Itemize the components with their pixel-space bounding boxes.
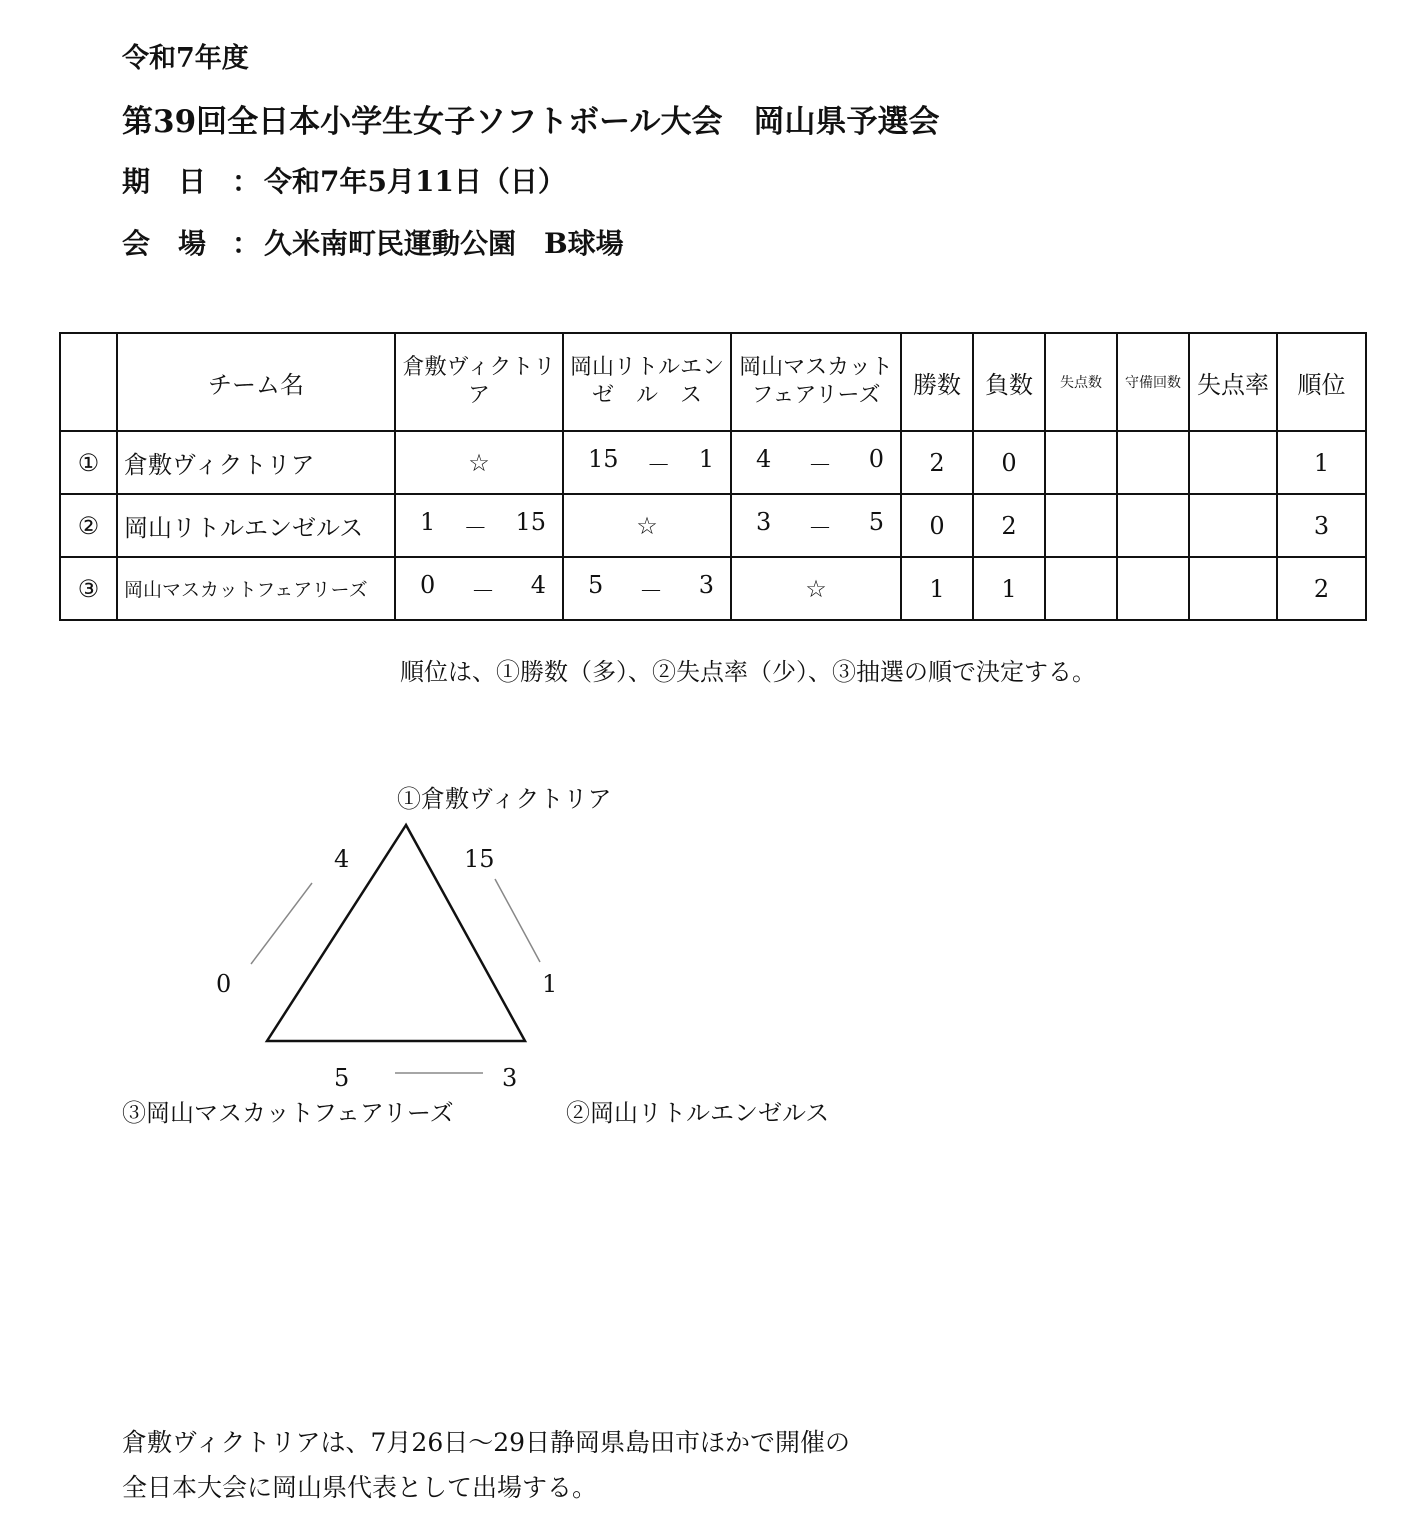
diagram-score-right: 1	[542, 970, 558, 998]
score-cell	[563, 557, 731, 620]
tournament-title: 第39回全日本小学生女子ソフトボール大会 岡山県予選会	[122, 104, 940, 140]
score-dash: －	[808, 514, 832, 542]
date-colon: ：	[232, 165, 261, 198]
team-name: 岡山リトルエンゼルス	[117, 494, 395, 557]
date-line	[122, 160, 566, 200]
header-team: チーム名	[117, 333, 395, 431]
diagram-score-bottom-left: 5	[334, 1064, 350, 1092]
score-against: 3	[698, 571, 714, 599]
runs-allowed-cell	[1045, 431, 1117, 494]
score-link-left	[251, 883, 312, 964]
venue-colon: ：	[232, 227, 261, 260]
run-rate-cell	[1189, 494, 1277, 557]
header-defensive-innings: 守備回数	[1117, 333, 1189, 431]
header-vs-little-angels: 岡山リトルエンゼ ル ス	[563, 333, 731, 431]
score-against: 0	[868, 445, 884, 473]
row-number: ②	[60, 494, 117, 557]
losses-cell: 1	[973, 557, 1045, 620]
defensive-innings-cell	[1117, 494, 1189, 557]
venue-label: 会 場	[122, 227, 207, 260]
diagram-score-left: 0	[216, 970, 232, 998]
score-cell	[731, 431, 901, 494]
header-no	[60, 333, 117, 431]
score-dash: －	[639, 577, 663, 605]
date-label: 期 日	[122, 165, 207, 198]
diagram-score-top-right: 15	[464, 845, 495, 873]
score-cell	[395, 557, 563, 620]
self-match-star: ☆	[563, 494, 731, 557]
table-row	[60, 557, 1366, 620]
header-rank: 順位	[1277, 333, 1366, 431]
score-cell	[395, 494, 563, 557]
score-for: 3	[756, 508, 772, 536]
score-link-right	[495, 879, 540, 962]
row-number: ①	[60, 431, 117, 494]
rank-cell: 1	[1277, 431, 1366, 494]
row-number: ③	[60, 557, 117, 620]
wins-cell: 1	[901, 557, 973, 620]
score-for: 4	[756, 445, 772, 473]
runs-allowed-cell	[1045, 557, 1117, 620]
venue-value: 久米南町民運動公園 B球場	[264, 227, 624, 260]
score-dash: －	[463, 514, 488, 542]
score-against: 1	[698, 445, 714, 473]
run-rate-cell	[1189, 557, 1277, 620]
score-for: 0	[420, 571, 436, 599]
header-wins: 勝数	[901, 333, 973, 431]
footer-line-1: 倉敷ヴィクトリアは、7月26日～29日静岡県島田市ほかで開催の	[122, 1428, 851, 1457]
results-table	[59, 332, 1367, 621]
diagram-score-bottom-right: 3	[502, 1064, 518, 1092]
ranking-rule-note: 順位は、①勝数（多）、②失点率（少）、③抽選の順で決定する。	[400, 658, 1096, 686]
header-runs-allowed: 失点数	[1045, 333, 1117, 431]
score-dash: －	[808, 451, 832, 479]
score-cell	[731, 494, 901, 557]
run-rate-cell	[1189, 431, 1277, 494]
header-losses: 負数	[973, 333, 1045, 431]
runs-allowed-cell	[1045, 494, 1117, 557]
diagram-team-bottom-left: ③岡山マスカットフェアリーズ	[122, 1099, 454, 1127]
team-name: 倉敷ヴィクトリア	[117, 431, 395, 494]
score-for: 1	[420, 508, 436, 536]
date-value: 令和7年5月11日（日）	[264, 165, 566, 198]
header-vs-muscat-fairies: 岡山マスカットフェアリーズ	[731, 333, 901, 431]
self-match-star: ☆	[731, 557, 901, 620]
wins-cell: 0	[901, 494, 973, 557]
header-run-rate: 失点率	[1189, 333, 1277, 431]
diagram-team-bottom-right: ②岡山リトルエンゼルス	[566, 1099, 830, 1127]
score-against: 15	[515, 508, 546, 536]
losses-cell: 0	[973, 431, 1045, 494]
diagram-score-top-left: 4	[334, 845, 350, 873]
rank-cell: 3	[1277, 494, 1366, 557]
table-row	[60, 494, 1366, 557]
score-against: 4	[530, 571, 546, 599]
header-vs-kurashiki: 倉敷ヴィクトリア	[395, 333, 563, 431]
score-dash: －	[646, 451, 671, 479]
losses-cell: 2	[973, 494, 1045, 557]
wins-cell: 2	[901, 431, 973, 494]
score-for: 5	[588, 571, 604, 599]
venue-line	[122, 222, 624, 262]
footer-line-2: 全日本大会に岡山県代表として出場する。	[122, 1473, 598, 1502]
table-header-row	[60, 333, 1366, 431]
score-cell	[563, 431, 731, 494]
diagram-team-top: ①倉敷ヴィクトリア	[397, 785, 612, 813]
score-for: 15	[588, 445, 619, 473]
defensive-innings-cell	[1117, 431, 1189, 494]
self-match-star: ☆	[395, 431, 563, 494]
team-name: 岡山マスカットフェアリーズ	[117, 557, 395, 620]
score-dash: －	[471, 577, 495, 605]
rank-cell: 2	[1277, 557, 1366, 620]
score-against: 5	[868, 508, 884, 536]
year-heading: 令和7年度	[122, 43, 249, 74]
table-row	[60, 431, 1366, 494]
defensive-innings-cell	[1117, 557, 1189, 620]
